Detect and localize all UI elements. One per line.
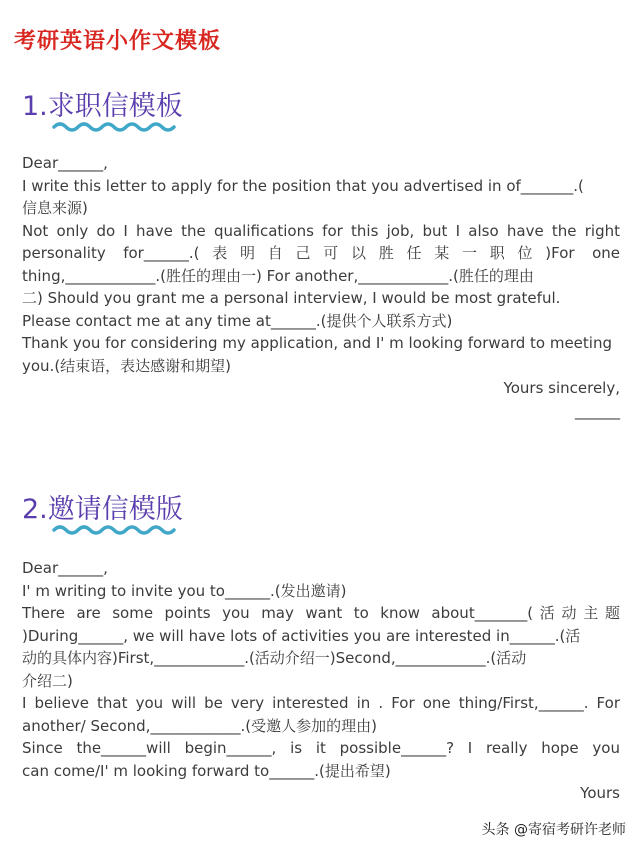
text-line: Dear______, (22, 559, 108, 577)
text-line: another/ Second,____________.(受邀人参加的理由) (22, 716, 377, 735)
signature-blank: ______ (575, 401, 620, 420)
section-2-body (22, 557, 620, 805)
wave-underline-decoration (52, 120, 182, 134)
section-1-body (22, 152, 620, 422)
text-line: thing,____________.(胜任的理由一) For another,____________.(胜任的理由 (22, 266, 534, 285)
text-line: I write this letter to apply for the position that you advertised in of_______.( (22, 176, 584, 195)
section-1-title: 1.求职信模板 (22, 91, 183, 122)
closing-line: Yours sincerely, (503, 379, 620, 397)
text-line: Thank you for considering my application, and I' m looking forward to meeting (22, 334, 612, 352)
text-line: Since the______will begin______, is it possible______? I really hope you (22, 739, 620, 757)
watermark: 头条 @寄宿考研许老师 (481, 822, 626, 838)
text-line: personality for______.(表明自己可以胜任某一职位)For one (22, 244, 620, 262)
closing-line: Yours (580, 784, 620, 802)
text-line: Dear______, (22, 154, 108, 172)
wave-underline-decoration (52, 523, 182, 537)
page-title: 考研英语小作文模板 (14, 28, 222, 54)
text-line: There are some points you may want to know about_______(活动主题 (22, 604, 620, 622)
text-line: I' m writing to invite you to______.(发出邀请) (22, 581, 347, 600)
section-2-title: 2.邀请信模版 (22, 494, 183, 525)
text-line: )During______, we will have lots of activities you are interested in______.(活 (22, 626, 581, 645)
text-line: can come/I' m looking forward to______.(提出希望) (22, 761, 391, 780)
text-line: I believe that you will be very interested in . For one thing/First,______. For (22, 694, 620, 712)
text-line: Please contact me at any time at______.(提供个人联系方式) (22, 311, 453, 330)
text-line: 动的具体内容)First,____________.(活动介绍一)Second,____________.(活动 (22, 649, 527, 667)
text-line: Not only do I have the qualifications for this job, but I also have the right (22, 221, 620, 240)
text-line: 二) Should you grant me a personal interview, I would be most grateful. (22, 289, 561, 307)
text-line: 介绍二) (22, 671, 73, 690)
text-line: 信息来源) (22, 199, 88, 217)
text-line: you.(结束语，表达感谢和期望) (22, 356, 232, 375)
